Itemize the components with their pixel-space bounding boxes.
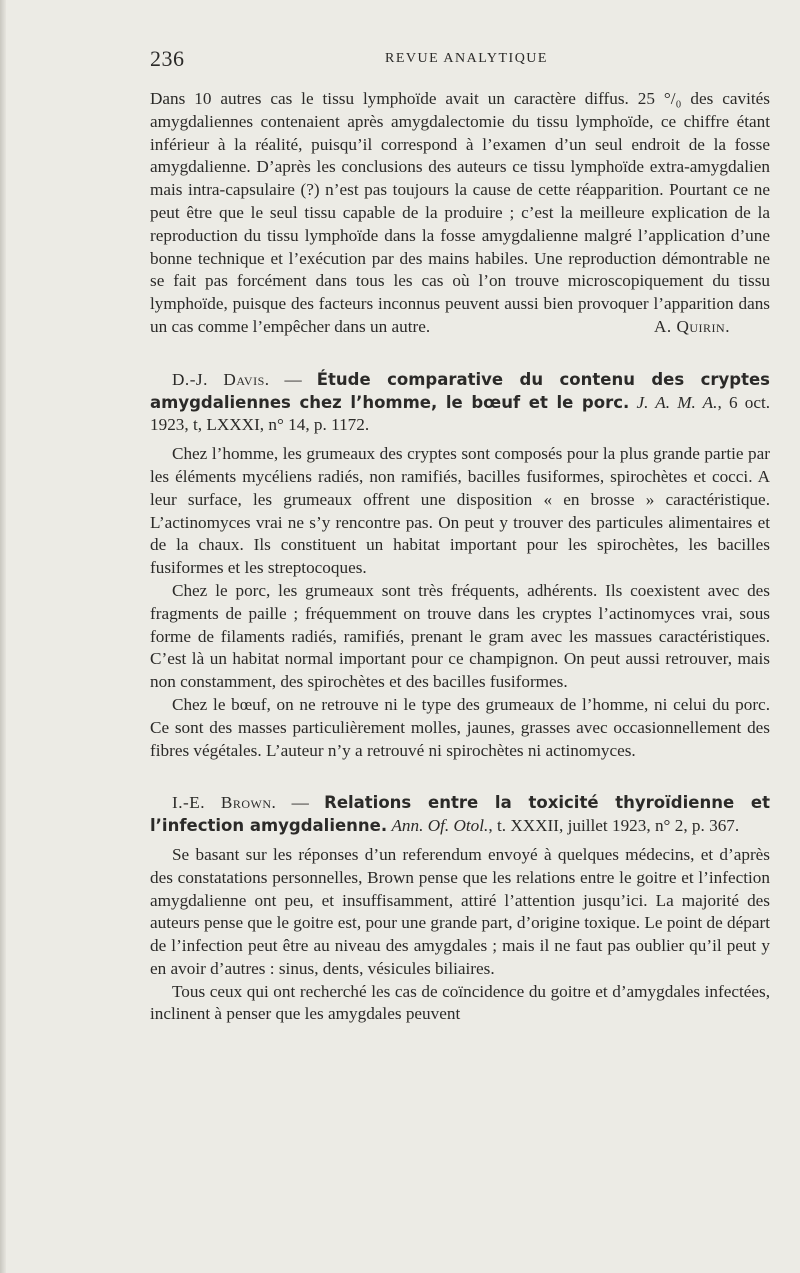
entry-brown	[150, 792, 770, 1026]
entry-paragraph: Tous ceux qui ont recherché les cas de coïncidence du goitre et d’amygdales infectées, inclinent à penser que les amygdales peuvent	[150, 981, 770, 1024]
entry-title: Étude comparative du contenu des cryptes amygdaliennes chez l’homme, le bœuf et le porc.	[150, 369, 771, 412]
entry-paragraph: Chez le bœuf, on ne retrouve ni le type des grumeaux de l’homme, ni celui du porc. Ce sont des masses particulièrement molles, jaunes, grasses avec occasionnellement des fibres végétales. L’auteur n’y a retrouvé ni spirochètes ni actinomyces.	[150, 694, 770, 760]
entry-author: I.-E. Brown.	[172, 793, 277, 813]
page-binding-edge	[0, 0, 6, 1273]
entry-heading: D.-J. Davis. — Étude comparative du contenu des cryptes amygdaliennes chez l’homme, le bœuf et le porc. J. A. M. A., 6 oct. 1923, t, LXXXI, n° 14, p. 1172.	[150, 369, 771, 435]
entry-paragraph: Chez l’homme, les grumeaux des cryptes sont composés pour la plus grande partie par les éléments mycéliens radiés, non ramifiés, bacilles fusiformes, spirochètes et cocci. A leur surface, les grumeaux offrent une disposition « en brosse » caractéristique. L’actinomyces vrai ne s’y rencontre pas. On peut y trouver des particules alimentaires et de la chaux. Ils constituent un habitat important pour les spirochètes, les bacilles fusiformes et les streptocoques.	[150, 444, 770, 578]
reviewer-signature: A. Quirin.	[653, 316, 730, 336]
entry-citation: , 6 oct. 1923, t, LXXXI, n° 14, p. 1172.	[150, 392, 771, 435]
page-number: 236	[150, 46, 185, 71]
entry-journal: J. A. M. A.	[636, 392, 718, 412]
running-title: REVUE ANALYTIQUE	[385, 51, 548, 66]
entry-citation: , t. XXXII, juillet 1923, n° 2, p. 367.	[488, 816, 740, 836]
entry-paragraph: Se basant sur les réponses d’un referendum envoyé à quelques médecins, et d’après des constatations personnelles, Brown pense que les relations entre le goitre et l’infection amygdalienne ont peu, et insuffisamment, attiré l’attention jusqu’ici. La majorité des auteurs pense que le goitre est, pour une grande part, d’origine toxique. Le point de départ de l’infection peut être au niveau des amygdales ; mais il ne faut pas oublier qu’il peut y en avoir d’autres : sinus, dents, vésicules biliaires.	[150, 844, 770, 978]
entry-journal: Ann. Of. Otol.	[391, 816, 489, 836]
page-header	[150, 46, 764, 76]
continued-paragraph: Dans 10 autres cas le tissu lymphoïde avait un caractère diffus. 25 °/₀ des cavités amygdaliennes contenaient après amygdalectomie du tissu lymphoïde, ce chiffre étant inférieur à la réalité, puisqu’il correspond à l’examen d’un seul endroit de la fosse amygdalienne. D’après les conclusions des auteurs ce tissu lymphoïde extra-amygdalien mais intra-capsulaire (?) n’est pas toujours la cause de cette réapparition. Pourtant ce ne peut être que le seul tissu capable de la produire ; c’est la meilleure explication de la reproduction du tissu lymphoïde dans la fosse amygdalienne malgré l’application d’une bonne technique et l’exécution par des mains habiles. Une reproduction démontrable ne se fait pas forcément dans tous les cas où l’on trouve microscopiquement du tissu lymphoïde, puisque des facteurs inconnus peuvent aussi bien provoquer l’apparition dans un cas comme l’empêcher dans un autre.	[150, 89, 770, 336]
entry-title: Relations entre la toxicité thyroïdienne et l’infection amygdalienne.	[150, 793, 770, 836]
entry-paragraph: Chez le porc, les grumeaux sont très fréquents, adhérents. Ils coexistent avec des fragments de paille ; fréquemment on trouve dans les cryptes l’actinomyces vrai, sous forme de filaments radiés, ramifiés, prenant le gram avec les massues caractéristiques. C’est là un habitat normal important pour ce champignon. On peut aussi retrouver, mais non constamment, des spirochètes et des bacilles fusiformes.	[150, 580, 770, 692]
entry-davis	[150, 369, 770, 763]
entry-author: D.-J. Davis.	[172, 369, 270, 389]
entry-heading: I.-E. Brown. — Relations entre la toxicité thyroïdienne et l’infection amygdalienne. Ann. Of. Otol., t. XXXII, juillet 1923, n° 2, p. 367.	[150, 793, 770, 836]
page-body	[150, 88, 770, 1026]
